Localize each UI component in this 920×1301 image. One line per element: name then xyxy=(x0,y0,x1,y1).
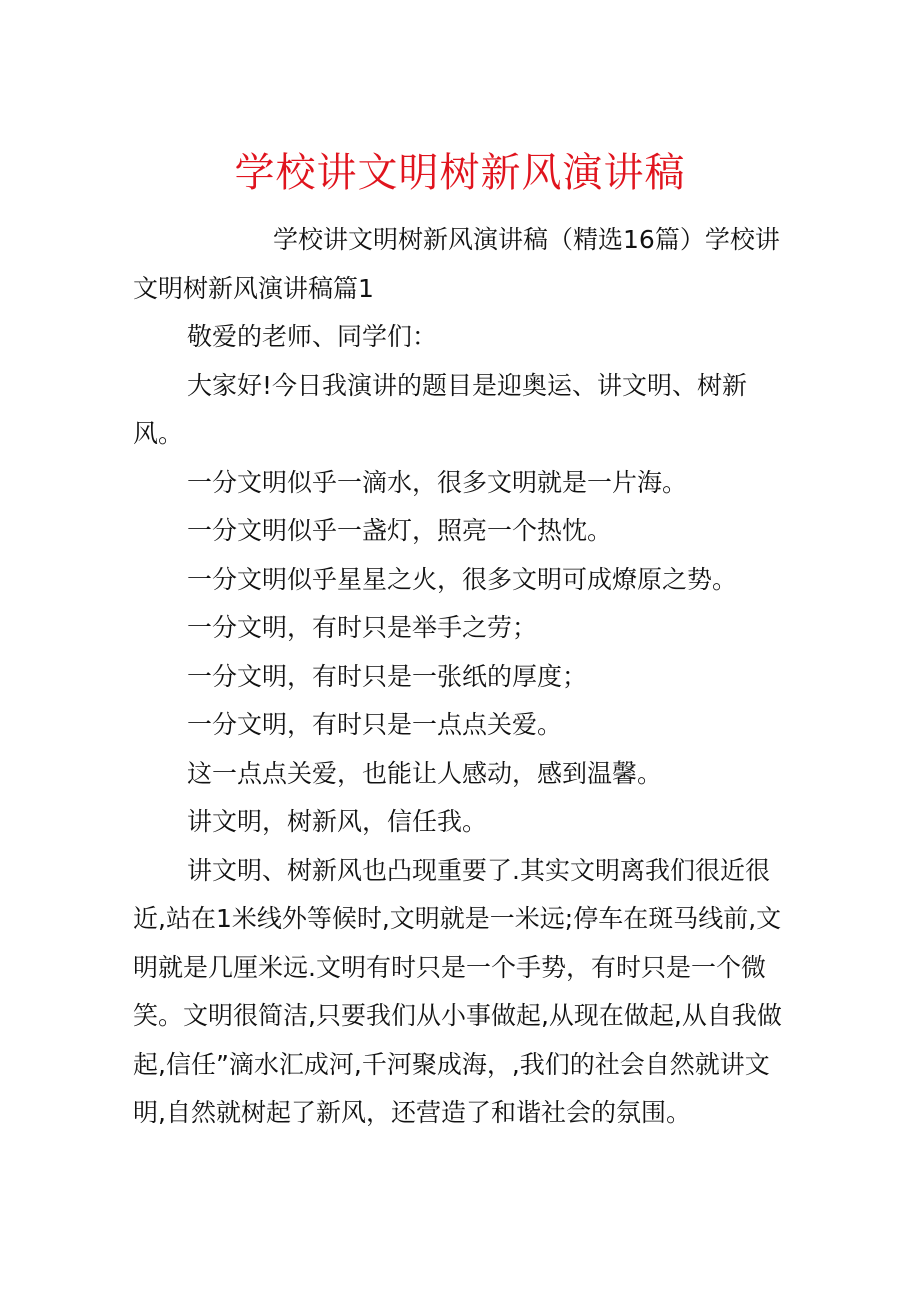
paragraph: 大家好!今日我演讲的题目是迎奥运、讲文明、树新风。 xyxy=(133,370,748,448)
paragraph: 一分文明，有时只是一点点关爱。 xyxy=(187,710,563,739)
document-title: 学校讲文明树新风演讲稿 xyxy=(234,150,686,196)
paragraph: 敬爱的老师、同学们： xyxy=(187,322,438,351)
document-body xyxy=(133,216,783,1138)
paragraph: 一分文明，有时只是一张纸的厚度； xyxy=(187,661,588,691)
paragraph: 一分文明似乎一滴水，很多文明就是一片海。 xyxy=(187,467,688,497)
paragraph: 这一点点关爱，也能让人感动，感到温馨。 xyxy=(187,758,663,788)
paragraph: 一分文明，有时只是举手之劳； xyxy=(187,613,538,642)
paragraph: 一分文明似乎星星之火，很多文明可成燎原之势。 xyxy=(187,564,738,594)
paragraph: 一分文明似乎一盏灯，照亮一个热忱。 xyxy=(187,516,613,545)
paragraph: 讲文明、树新风也凸现重要了.其实文明离我们很近很近,站在1米线外等候时,文明就是一米远;停车在斑马线前,文明就是几厘米远.文明有时只是一个手势，有时只是一个微笑。文明很简洁,只要我们从小事做起,从现在做起,从自我做起,信任”滴水汇成河,千河聚成海，,我们的社会自然就讲文明,自然就树起了新风，还营造了和谐社会的氛围。 xyxy=(133,855,782,1127)
paragraph: 讲文明，树新风，信任我。 xyxy=(187,807,488,836)
document-subtitle: 学校讲文明树新风演讲稿（精选16篇）学校讲文明树新风演讲稿篇1 xyxy=(133,225,780,303)
